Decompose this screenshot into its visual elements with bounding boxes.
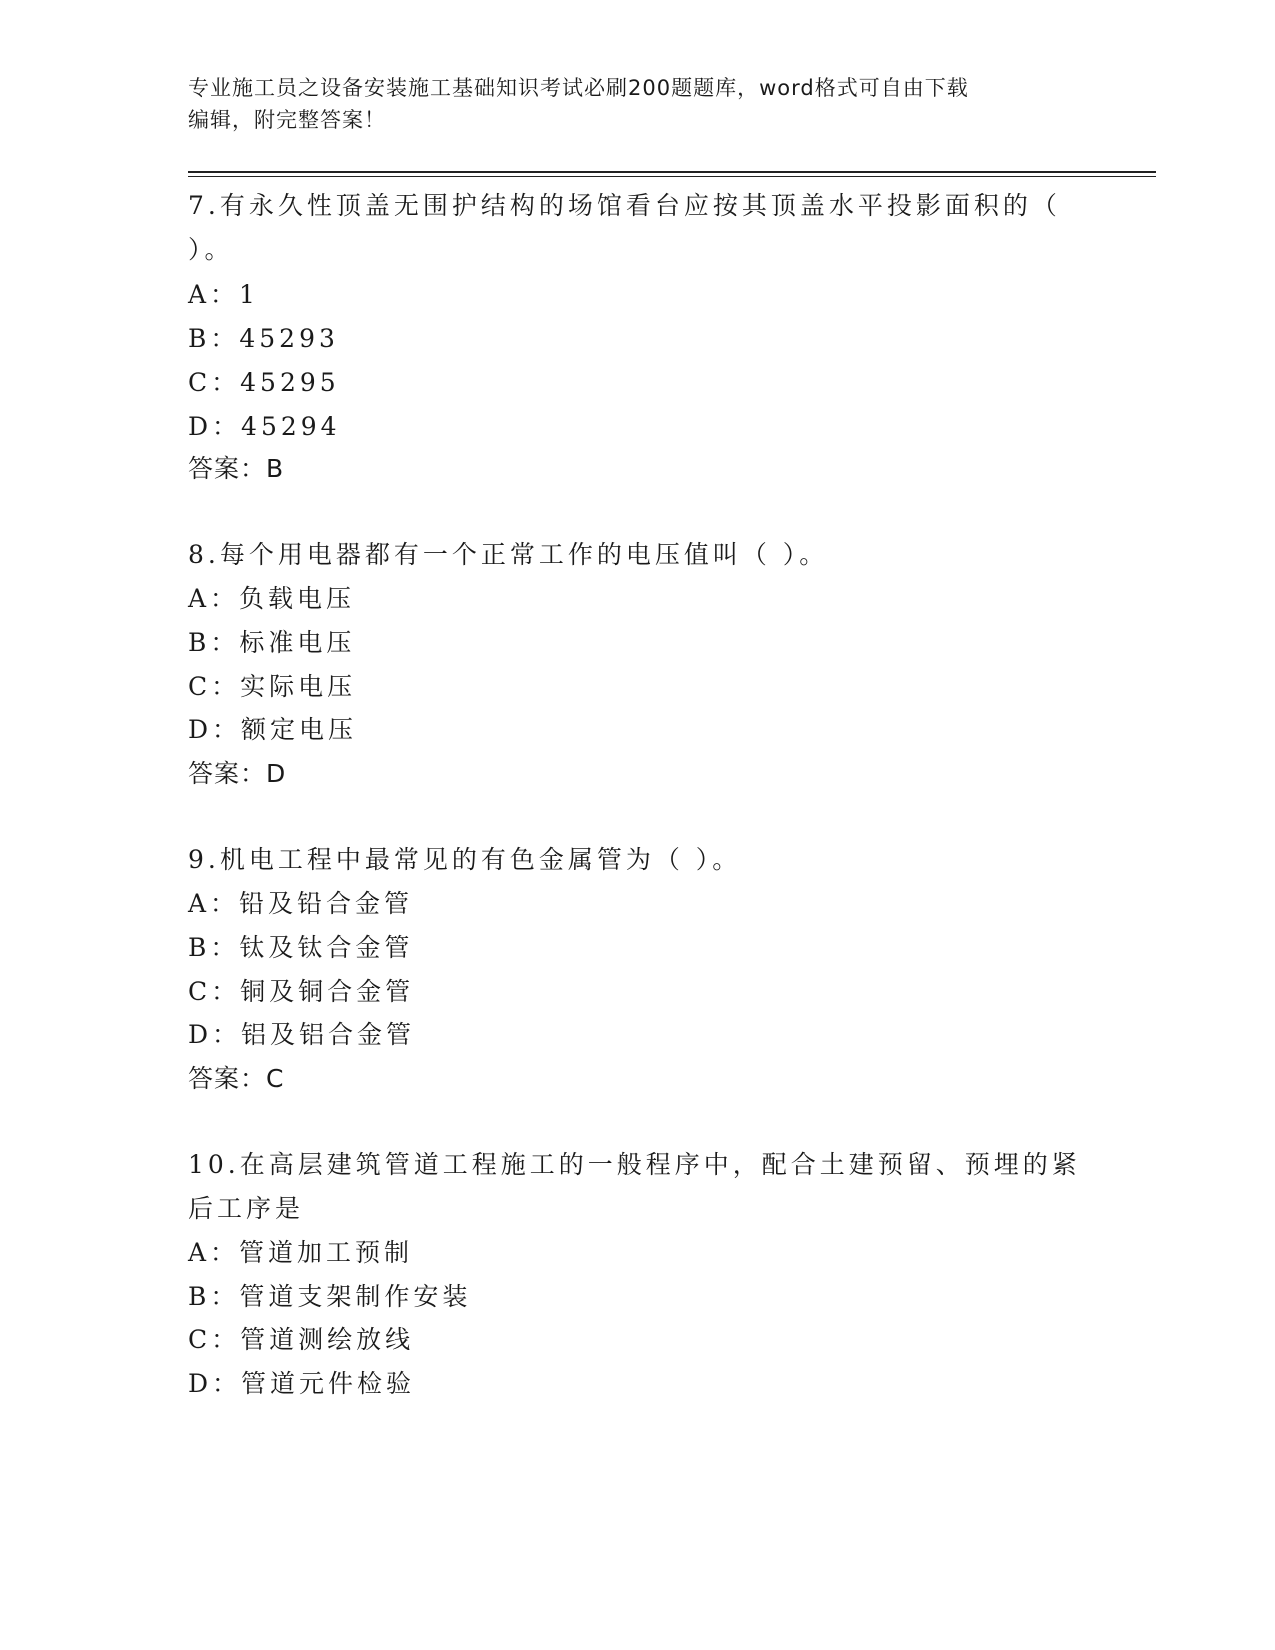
question-10-stem-line-2: 后工序是 [188, 1194, 305, 1223]
header-line-2: 编辑，附完整答案！ [188, 108, 386, 132]
question-8-option-a: A：负载电压 [188, 584, 356, 613]
question-8-option-c: C：实际电压 [188, 672, 357, 701]
question-10-option-b: B：管道支架制作安装 [188, 1282, 472, 1311]
question-7-option-c: C：45295 [188, 368, 340, 397]
question-8-option-d: D：额定电压 [188, 715, 358, 744]
question-9-answer: 答案：C [188, 1064, 285, 1093]
header-line-1: 专业施工员之设备安装施工基础知识考试必刷200题题库，word格式可自由下载 [188, 76, 969, 100]
question-7-stem-line-1: 7.有永久性顶盖无围护结构的场馆看台应按其顶盖水平投影面积的（ [188, 191, 1061, 220]
header-rule-top [188, 171, 1156, 173]
question-10-option-d: D：管道元件检验 [188, 1369, 416, 1398]
question-10-stem-line-1: 10.在高层建筑管道工程施工的一般程序中，配合土建预留、预埋的紧 [188, 1150, 1081, 1179]
question-9-option-b: B：钛及钛合金管 [188, 933, 414, 962]
question-9-option-a: A：铅及铅合金管 [188, 889, 414, 918]
question-7-answer: 答案：B [188, 454, 285, 483]
question-8-stem: 8.每个用电器都有一个正常工作的电压值叫（ ）。 [188, 540, 829, 569]
question-7-option-b: B：45293 [188, 324, 339, 353]
question-10-option-c: C：管道测绘放线 [188, 1325, 415, 1354]
question-8-option-b: B：标准电压 [188, 628, 356, 657]
question-9-option-c: C：铜及铜合金管 [188, 977, 415, 1006]
question-7-option-d: D：45294 [188, 412, 341, 441]
question-7-stem-line-2: ）。 [188, 235, 234, 264]
question-9-stem: 9.机电工程中最常见的有色金属管为（ ）。 [188, 845, 742, 874]
header-rule-bottom [188, 176, 1156, 177]
question-9-option-d: D：铝及铝合金管 [188, 1020, 416, 1049]
question-8-answer: 答案：D [188, 759, 287, 788]
question-7-option-a: A：1 [188, 280, 259, 309]
question-10-option-a: A：管道加工预制 [188, 1238, 414, 1267]
